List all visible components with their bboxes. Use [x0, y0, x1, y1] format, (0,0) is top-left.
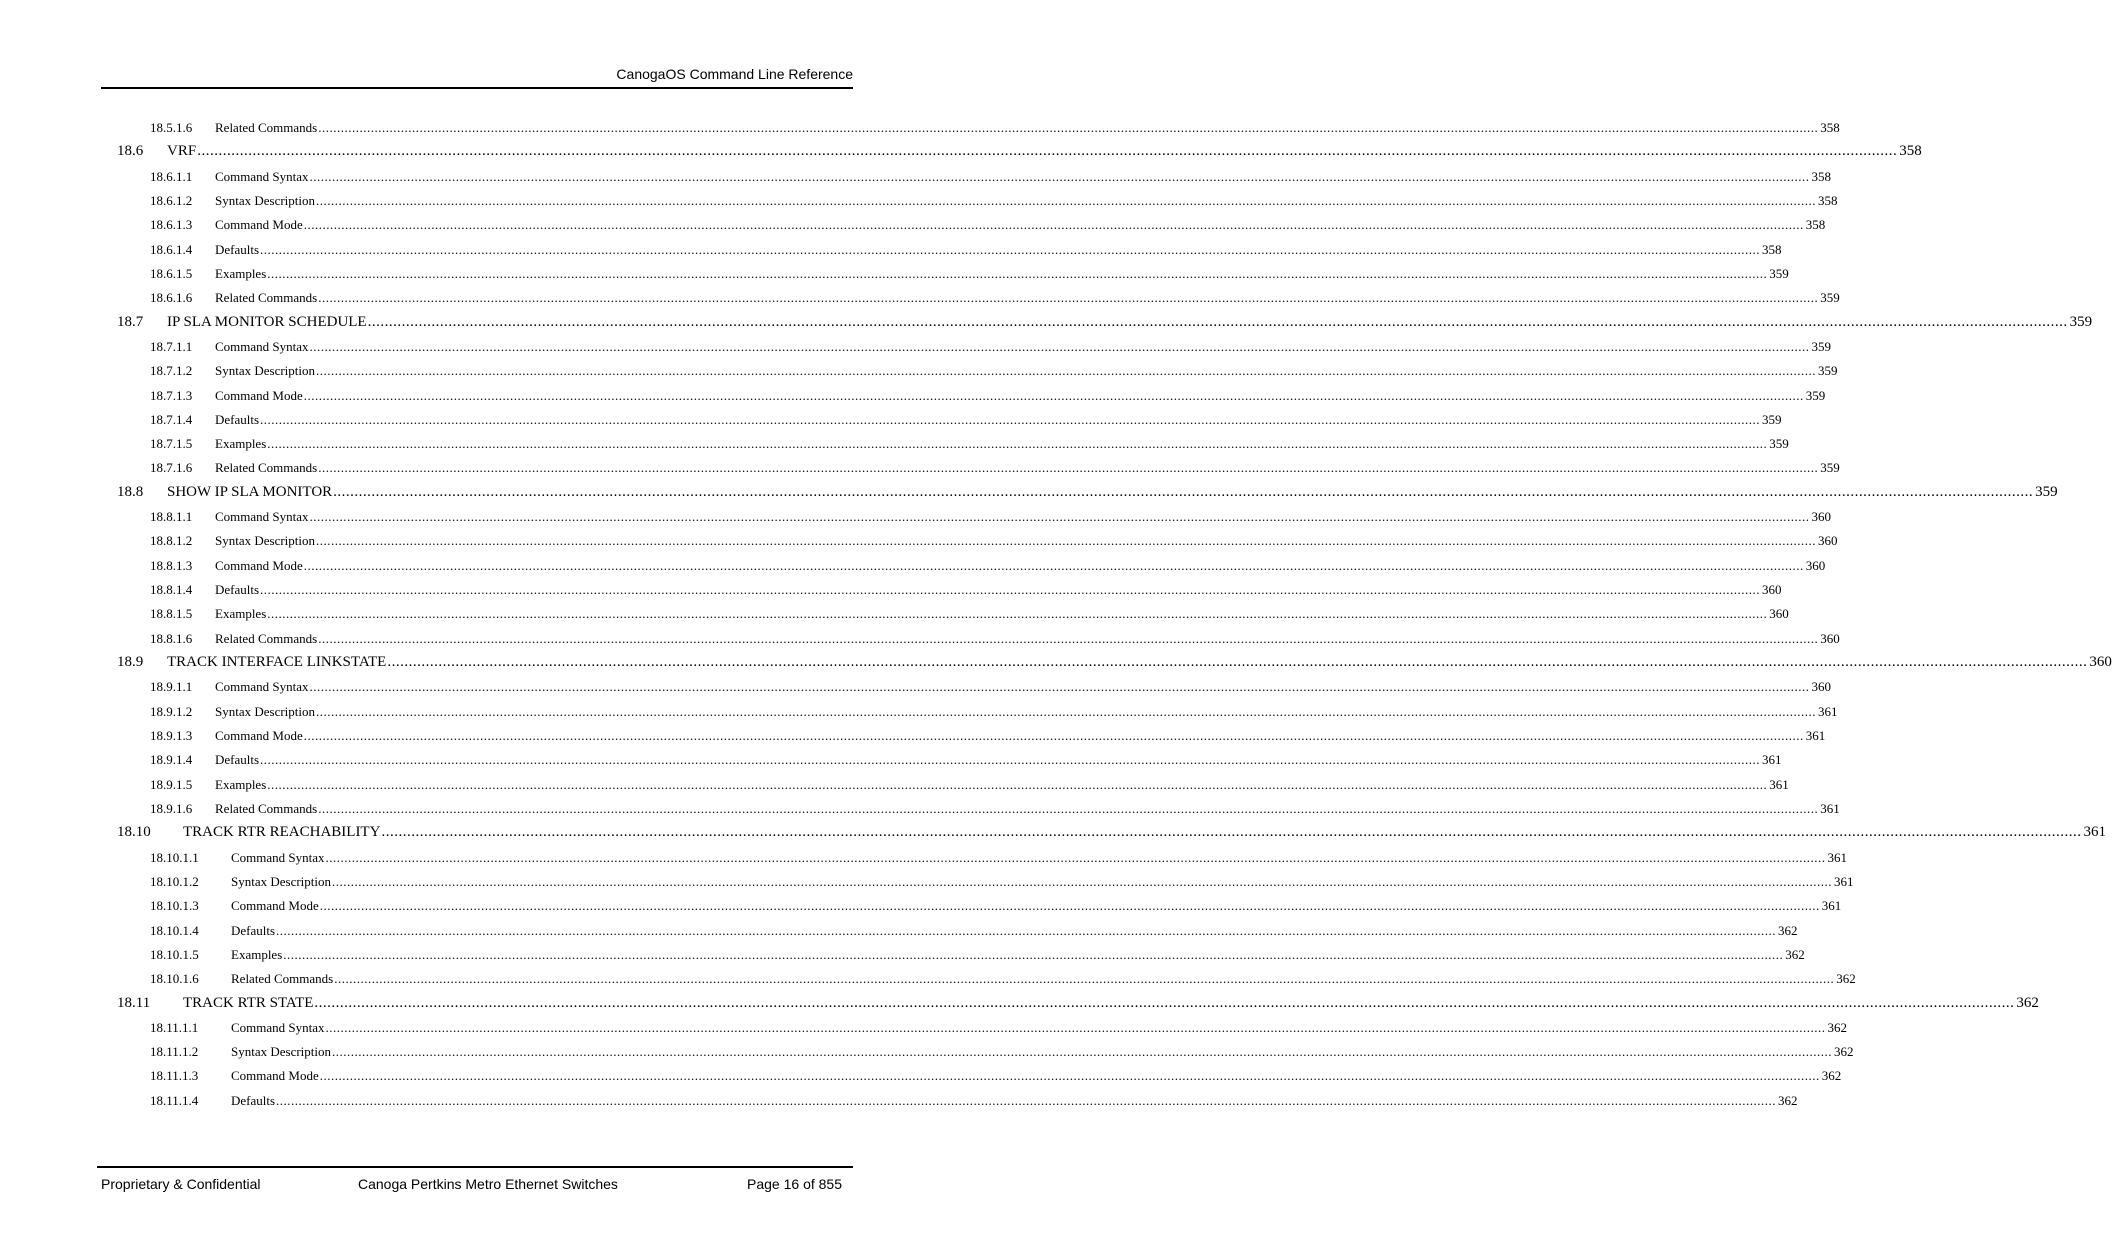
- toc-entry-number: 18.10.1.1: [150, 849, 199, 865]
- toc-entry-page: 362: [1834, 1044, 1854, 1060]
- toc-entry-number: 18.7.1.6: [150, 460, 193, 476]
- toc-dot-leader: ................................................................................................................................................................................................................................................................................................................................................................................................................: [309, 679, 1810, 695]
- toc-entry-number: 18.7: [117, 313, 144, 330]
- toc-subsection-entry[interactable]: [150, 411, 1782, 428]
- toc-entry-page: 361: [1834, 873, 1854, 889]
- toc-entry-page: 360: [1762, 582, 1782, 598]
- footer-confidentiality: Proprietary & Confidential: [101, 1176, 261, 1192]
- toc-entry-number: 18.6.1.6: [150, 290, 193, 306]
- toc-entry-number: 18.9: [117, 654, 144, 671]
- toc-dot-leader: ................................................................................................................................................................................................................................................................................................................................................................................................................: [309, 338, 1810, 354]
- toc-entry-number: 18.8.1.6: [150, 630, 193, 646]
- toc-dot-leader: ................................................................................................................................................................................................................................................................................................................................................................................................................: [260, 411, 1761, 427]
- toc-dot-leader: ................................................................................................................................................................................................................................................................................................................................................................................................................: [260, 752, 1761, 768]
- toc-subsection-entry[interactable]: [150, 338, 1832, 355]
- toc-entry-title: TRACK RTR STATE: [183, 994, 314, 1011]
- toc-dot-leader: ................................................................................................................................................................................................................................................................................................................................................................................................................: [303, 557, 1804, 573]
- toc-subsection-entry[interactable]: [150, 217, 1826, 233]
- toc-subsection-entry[interactable]: [150, 800, 1840, 817]
- toc-entry-number: 18.7.1.4: [150, 411, 193, 427]
- toc-entry-title: Command Syntax: [215, 679, 309, 695]
- toc-subsection-entry[interactable]: [150, 120, 1840, 136]
- toc-entry-page: 360: [2089, 654, 2112, 671]
- toc-entry-page: 359: [1762, 411, 1782, 427]
- toc-entry-page: 359: [1805, 387, 1826, 403]
- toc-entry-number: 18.11.1.3: [150, 1068, 199, 1084]
- toc-subsection-entry[interactable]: [150, 752, 1782, 768]
- toc-entry-title: Command Mode: [215, 217, 303, 233]
- toc-entry-title: Command Mode: [215, 728, 303, 743]
- toc-entry-number: 18.8.1.1: [150, 509, 193, 525]
- toc-subsection-entry[interactable]: [150, 265, 1789, 282]
- toc-entry-number: 18.9.1.4: [150, 752, 193, 768]
- toc-entry-number: 18.8.1.2: [150, 533, 193, 549]
- toc-dot-leader: ................................................................................................................................................................................................................................................................................................................................................................................................................: [332, 873, 1833, 889]
- toc-section-entry[interactable]: [117, 483, 2058, 501]
- toc-entry-page: 358: [1899, 143, 1922, 160]
- toc-entry-number: 18.7.1.3: [150, 387, 193, 403]
- toc-entry-page: 360: [1769, 606, 1789, 622]
- toc-entry-title: Defaults: [215, 411, 260, 427]
- toc-entry-title: Defaults: [215, 752, 260, 768]
- toc-subsection-entry[interactable]: [150, 630, 1840, 647]
- toc-dot-leader: ................................................................................................................................................................................................................................................................................................................................................................................................................: [325, 1019, 1826, 1035]
- toc-entry-number: 18.6.1.1: [150, 168, 193, 184]
- toc-entry-page: 358: [1762, 241, 1782, 257]
- toc-dot-leader: ................................................................................................................................................................................................................................................................................................................................................................................................................: [267, 776, 1768, 792]
- toc-dot-leader: ................................................................................................................................................................................................................................................................................................................................................................................................................: [319, 898, 1820, 914]
- toc-dot-leader: ................................................................................................................................................................................................................................................................................................................................................................................................................: [318, 290, 1819, 306]
- toc-dot-leader: ................................................................................................................................................................................................................................................................................................................................................................................................................: [303, 217, 1804, 233]
- toc-dot-leader: ................................................................................................................................................................................................................................................................................................................................................................................................................: [316, 192, 1817, 208]
- toc-entry-number: 18.10: [117, 824, 151, 841]
- toc-entry-number: 18.10.1.5: [150, 946, 199, 962]
- toc-entry-number: 18.9.1.2: [150, 703, 193, 719]
- toc-entry-title: Command Mode: [231, 898, 319, 914]
- toc-dot-leader: ................................................................................................................................................................................................................................................................................................................................................................................................................: [325, 849, 1826, 865]
- toc-entry-page: 361: [1827, 849, 1848, 865]
- toc-entry-page: 358: [1811, 168, 1832, 184]
- toc-dot-leader: ................................................................................................................................................................................................................................................................................................................................................................................................................: [303, 387, 1804, 403]
- toc-subsection-entry[interactable]: [150, 241, 1782, 258]
- toc-entry-title: Command Syntax: [215, 509, 309, 525]
- toc-entry-page: 361: [1820, 800, 1840, 816]
- toc-subsection-entry[interactable]: [150, 387, 1826, 404]
- toc-dot-leader: ................................................................................................................................................................................................................................................................................................................................................................................................................: [316, 363, 1817, 379]
- toc-entry-page: 361: [2083, 824, 2106, 841]
- toc-subsection-entry[interactable]: [150, 460, 1840, 476]
- toc-dot-leader: ................................................................................................................................................................................................................................................................................................................................................................................................................: [319, 1068, 1820, 1084]
- toc-entry-number: 18.10.1.3: [150, 898, 199, 914]
- toc-subsection-entry[interactable]: [150, 1044, 1854, 1060]
- toc-entry-page: 359: [1820, 290, 1840, 306]
- toc-dot-leader: ................................................................................................................................................................................................................................................................................................................................................................................................................: [333, 483, 2034, 500]
- toc-entry-page: 362: [1827, 1019, 1848, 1035]
- toc-entry-title: Syntax Description: [215, 192, 316, 208]
- toc-entry-page: 361: [1769, 776, 1789, 792]
- toc-entry-page: 361: [1762, 752, 1782, 768]
- toc-entry-page: 360: [1820, 630, 1840, 646]
- toc-entry-number: 18.11.1.4: [150, 1092, 199, 1108]
- toc-entry-title: Related Commands: [215, 630, 318, 646]
- toc-entry-title: Related Commands: [215, 460, 318, 476]
- toc-subsection-entry[interactable]: [150, 582, 1782, 598]
- toc-subsection-entry[interactable]: [150, 898, 1842, 914]
- toc-entry-page: 359: [2035, 483, 2058, 500]
- toc-dot-leader: ................................................................................................................................................................................................................................................................................................................................................................................................................: [197, 143, 1898, 160]
- toc-entry-number: 18.6.1.2: [150, 192, 193, 208]
- toc-entry-title: Syntax Description: [215, 703, 316, 719]
- toc-dot-leader: ................................................................................................................................................................................................................................................................................................................................................................................................................: [260, 582, 1761, 598]
- toc-entry-number: 18.9.1.6: [150, 800, 193, 816]
- toc-section-entry[interactable]: [117, 654, 2112, 671]
- toc-entry-number: 18.7.1.5: [150, 436, 193, 452]
- toc-dot-leader: ................................................................................................................................................................................................................................................................................................................................................................................................................: [267, 606, 1768, 622]
- toc-subsection-entry[interactable]: [150, 168, 1832, 185]
- toc-subsection-entry[interactable]: [150, 363, 1838, 379]
- toc-entry-number: 18.11.1.2: [150, 1044, 199, 1060]
- toc-entry-title: VRF: [167, 143, 197, 160]
- toc-entry-page: 362: [1836, 971, 1856, 987]
- toc-subsection-entry[interactable]: [150, 436, 1789, 452]
- toc-entry-number: 18.9.1.5: [150, 776, 193, 792]
- toc-section-entry[interactable]: [117, 313, 2093, 331]
- toc-entry-number: 18.6.1.3: [150, 217, 193, 233]
- toc-entry-title: TRACK RTR REACHABILITY: [183, 824, 381, 841]
- toc-entry-number: 18.8.1.4: [150, 582, 193, 598]
- toc-entry-page: 361: [1818, 703, 1838, 719]
- toc-entry-title: Command Mode: [231, 1068, 319, 1084]
- toc-entry-page: 359: [1818, 363, 1838, 379]
- toc-subsection-entry[interactable]: [150, 557, 1826, 574]
- toc-entry-title: Examples: [215, 776, 267, 792]
- toc-dot-leader: ................................................................................................................................................................................................................................................................................................................................................................................................................: [318, 800, 1819, 816]
- toc-entry-title: Command Syntax: [215, 168, 309, 184]
- toc-subsection-entry[interactable]: [150, 679, 1832, 695]
- toc-dot-leader: ................................................................................................................................................................................................................................................................................................................................................................................................................: [318, 120, 1819, 135]
- toc-entry-title: Examples: [215, 606, 267, 622]
- toc-entry-title: Defaults: [231, 922, 276, 938]
- toc-dot-leader: ................................................................................................................................................................................................................................................................................................................................................................................................................: [303, 728, 1804, 743]
- toc-entry-title: Defaults: [231, 1092, 276, 1108]
- toc-entry-title: Related Commands: [231, 971, 334, 987]
- toc-dot-leader: ................................................................................................................................................................................................................................................................................................................................................................................................................: [283, 946, 1784, 962]
- toc-entry-number: 18.10.1.4: [150, 922, 199, 938]
- toc-dot-leader: ................................................................................................................................................................................................................................................................................................................................................................................................................: [267, 265, 1768, 281]
- footer-rule: [97, 1166, 853, 1168]
- toc-entry-page: 362: [1778, 1092, 1798, 1108]
- toc-entry-title: Command Mode: [215, 387, 303, 403]
- toc-entry-number: 18.11: [117, 994, 151, 1011]
- toc-subsection-entry[interactable]: [150, 728, 1826, 744]
- toc-subsection-entry[interactable]: [150, 1019, 1848, 1036]
- toc-entry-page: 360: [1818, 533, 1838, 549]
- toc-entry-number: 18.10.1.2: [150, 873, 199, 889]
- toc-entry-title: Defaults: [215, 582, 260, 598]
- toc-entry-number: 18.6: [117, 143, 144, 160]
- toc-entry-title: Related Commands: [215, 290, 318, 306]
- toc-entry-title: Related Commands: [215, 120, 318, 135]
- toc-dot-leader: ................................................................................................................................................................................................................................................................................................................................................................................................................: [332, 1044, 1833, 1060]
- toc-entry-number: 18.6.1.5: [150, 265, 193, 281]
- toc-section-entry[interactable]: [117, 994, 2039, 1012]
- toc-dot-leader: ................................................................................................................................................................................................................................................................................................................................................................................................................: [316, 533, 1817, 549]
- toc-entry-number: 18.10.1.6: [150, 971, 199, 987]
- toc-dot-leader: ................................................................................................................................................................................................................................................................................................................................................................................................................: [260, 241, 1761, 257]
- toc-subsection-entry[interactable]: [150, 849, 1848, 866]
- toc-entry-title: Syntax Description: [215, 363, 316, 379]
- running-header-title: CanogaOS Command Line Reference: [616, 66, 853, 82]
- toc-subsection-entry[interactable]: [150, 533, 1838, 549]
- toc-entry-page: 360: [1811, 679, 1832, 695]
- toc-entry-number: 18.6.1.4: [150, 241, 193, 257]
- toc-section-entry[interactable]: [117, 824, 2106, 841]
- toc-entry-title: IP SLA MONITOR SCHEDULE: [167, 313, 367, 330]
- toc-entry-title: Related Commands: [215, 800, 318, 816]
- toc-subsection-entry[interactable]: [150, 1068, 1842, 1084]
- toc-entry-page: 359: [1820, 460, 1840, 476]
- toc-dot-leader: ................................................................................................................................................................................................................................................................................................................................................................................................................: [309, 509, 1810, 525]
- toc-dot-leader: ................................................................................................................................................................................................................................................................................................................................................................................................................: [318, 630, 1819, 646]
- toc-subsection-entry[interactable]: [150, 509, 1832, 525]
- toc-entry-title: Syntax Description: [231, 873, 332, 889]
- toc-entry-page: 360: [1811, 509, 1832, 525]
- toc-subsection-entry[interactable]: [150, 873, 1854, 890]
- toc-subsection-entry[interactable]: [150, 1092, 1798, 1109]
- toc-subsection-entry[interactable]: [150, 192, 1838, 209]
- toc-entry-page: 358: [1820, 120, 1840, 135]
- toc-entry-title: Defaults: [215, 241, 260, 257]
- toc-dot-leader: ................................................................................................................................................................................................................................................................................................................................................................................................................: [267, 436, 1768, 452]
- toc-entry-page: 359: [1769, 436, 1789, 452]
- toc-entry-number: 18.8.1.5: [150, 606, 193, 622]
- toc-entry-title: Command Syntax: [215, 338, 309, 354]
- toc-entry-number: 18.5.1.6: [150, 120, 193, 135]
- toc-entry-title: Command Syntax: [231, 849, 325, 865]
- toc-subsection-entry[interactable]: [150, 606, 1789, 622]
- toc-entry-page: 359: [1811, 338, 1832, 354]
- toc-entry-title: Syntax Description: [215, 533, 316, 549]
- footer-page-number: Page 16 of 855: [747, 1176, 842, 1192]
- toc-subsection-entry[interactable]: [150, 946, 1805, 963]
- toc-entry-number: 18.11.1.1: [150, 1019, 199, 1035]
- toc-subsection-entry[interactable]: [150, 776, 1789, 793]
- toc-dot-leader: ................................................................................................................................................................................................................................................................................................................................................................................................................: [309, 168, 1810, 184]
- toc-entry-page: 358: [1818, 192, 1838, 208]
- toc-entry-title: Examples: [215, 265, 267, 281]
- footer-product-name: Canoga Pertkins Metro Ethernet Switches: [358, 1176, 618, 1192]
- toc-entry-number: 18.8.1.3: [150, 557, 193, 573]
- toc-entry-number: 18.7.1.2: [150, 363, 193, 379]
- toc-dot-leader: ................................................................................................................................................................................................................................................................................................................................................................................................................: [276, 922, 1777, 938]
- toc-section-entry[interactable]: [117, 143, 1922, 160]
- toc-dot-leader: ................................................................................................................................................................................................................................................................................................................................................................................................................: [367, 313, 2068, 330]
- toc-dot-leader: ................................................................................................................................................................................................................................................................................................................................................................................................................: [381, 824, 2082, 841]
- toc-entry-number: 18.9.1.3: [150, 728, 193, 743]
- header-rule: [101, 87, 853, 89]
- toc-entry-number: 18.9.1.1: [150, 679, 193, 695]
- toc-entry-page: 362: [2016, 994, 2039, 1011]
- toc-subsection-entry[interactable]: [150, 703, 1838, 720]
- toc-subsection-entry[interactable]: [150, 290, 1840, 306]
- toc-dot-leader: ................................................................................................................................................................................................................................................................................................................................................................................................................: [387, 654, 2088, 671]
- toc-entry-title: Command Mode: [215, 557, 303, 573]
- toc-entry-title: Command Syntax: [231, 1019, 325, 1035]
- toc-dot-leader: ................................................................................................................................................................................................................................................................................................................................................................................................................: [314, 994, 2015, 1011]
- toc-subsection-entry[interactable]: [150, 922, 1798, 939]
- toc-entry-page: 362: [1778, 922, 1798, 938]
- toc-entry-page: 362: [1785, 946, 1805, 962]
- toc-subsection-entry[interactable]: [150, 971, 1856, 987]
- toc-entry-page: 361: [1821, 898, 1842, 914]
- toc-entry-page: 360: [1805, 557, 1826, 573]
- toc-entry-number: 18.8: [117, 483, 144, 500]
- toc-entry-page: 361: [1805, 728, 1826, 743]
- toc-dot-leader: ................................................................................................................................................................................................................................................................................................................................................................................................................: [334, 971, 1835, 987]
- toc-dot-leader: ................................................................................................................................................................................................................................................................................................................................................................................................................: [318, 460, 1819, 476]
- toc-entry-page: 362: [1821, 1068, 1842, 1084]
- toc-entry-number: 18.7.1.1: [150, 338, 193, 354]
- toc-entry-page: 359: [2069, 313, 2093, 330]
- toc-entry-title: Examples: [231, 946, 283, 962]
- toc-entry-page: 358: [1805, 217, 1826, 233]
- toc-entry-title: TRACK INTERFACE LINKSTATE: [167, 654, 387, 671]
- toc-dot-leader: ................................................................................................................................................................................................................................................................................................................................................................................................................: [276, 1092, 1777, 1108]
- toc-entry-page: 359: [1769, 265, 1789, 281]
- toc-entry-title: Examples: [215, 436, 267, 452]
- toc-dot-leader: ................................................................................................................................................................................................................................................................................................................................................................................................................: [316, 703, 1817, 719]
- toc-entry-title: Syntax Description: [231, 1044, 332, 1060]
- toc-entry-title: SHOW IP SLA MONITOR: [167, 483, 333, 500]
